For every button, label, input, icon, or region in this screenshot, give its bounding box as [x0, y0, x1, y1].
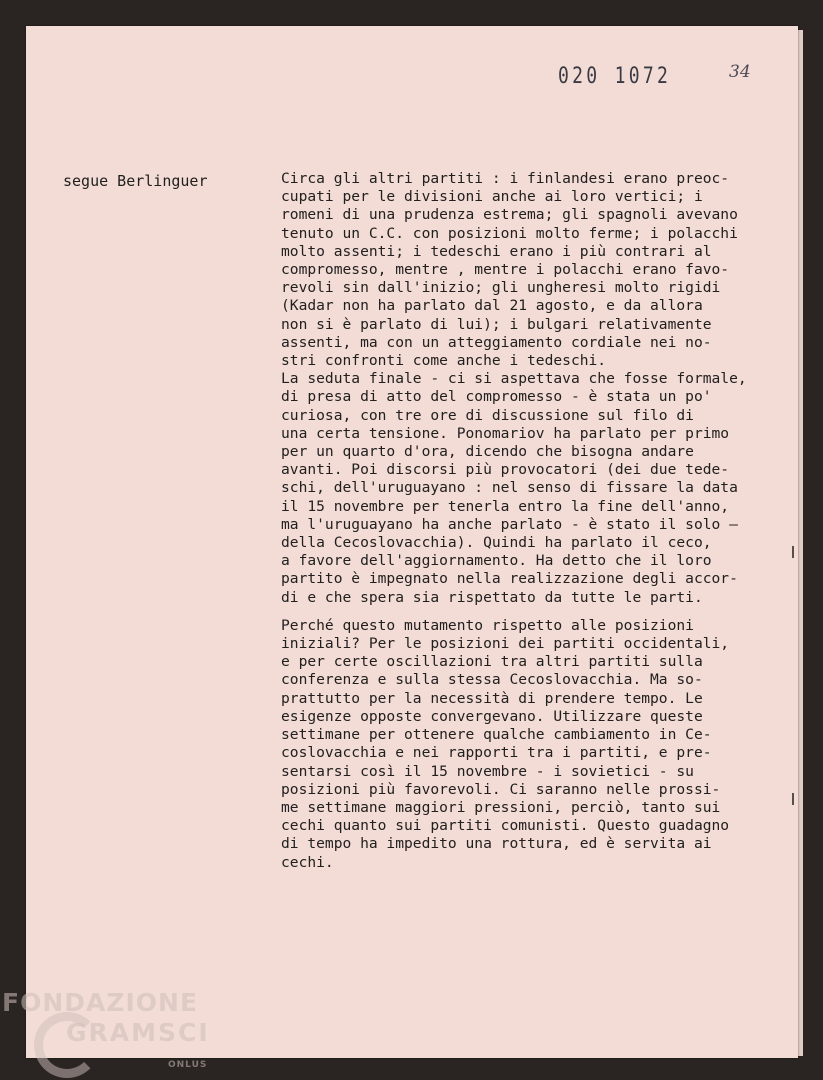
page-number: 34: [729, 62, 751, 82]
text-line: cechi.: [281, 853, 334, 871]
document-number: 020 1072: [558, 64, 672, 89]
speaker-label: segue Berlinguer: [63, 172, 208, 190]
text-line: una certa tensione. Ponomariov ha parlato per primo: [281, 424, 730, 442]
margin-mark: [792, 546, 794, 558]
paragraph-2: [281, 617, 781, 872]
text-line: esigenze opposte convergevano. Utilizzare queste: [281, 707, 703, 725]
text-line: revoli sin dall'inizio; gli ungheresi molto rigidi: [281, 279, 721, 297]
text-line: sentarsi così il 15 novembre - i sovietici - su: [281, 762, 694, 780]
text-line: il 15 novembre per tenerla entro la fine dell'anno,: [281, 497, 730, 515]
text-line: di tempo ha impedito una rottura, ed è servita ai: [281, 835, 712, 853]
text-line: curiosa, con tre ore di discussione sul filo di: [281, 406, 694, 424]
watermark-line-1: FONDAZIONE: [2, 988, 199, 1017]
text-line: assenti, ma con un atteggiamento cordiale nei no-: [281, 333, 712, 351]
watermark-line-2: GRAMSCI: [66, 1018, 210, 1047]
text-line: coslovacchia e nei rapporti tra i partiti, e pre-: [281, 744, 712, 762]
text-line: molto assenti; i tedeschi erano i più contrari al: [281, 242, 712, 260]
text-line: me settimane maggiori pressioni, perciò, tanto sui: [281, 798, 721, 816]
text-line: iniziali? Per le posizioni dei partiti occidentali,: [281, 635, 730, 653]
text-line: cupati per le divisioni anche ai loro vertici; i: [281, 188, 703, 206]
text-line: prattutto per la necessità di prendere tempo. Le: [281, 689, 703, 707]
text-line: cechi quanto sui partiti comunisti. Questo guadagno: [281, 817, 730, 835]
text-line: non si è parlato di lui); i bulgari relativamente: [281, 315, 712, 333]
text-line: della Cecoslovacchia). Quindi ha parlato il ceco,: [281, 534, 712, 552]
text-line: settimane per ottenere qualche cambiamento in Ce-: [281, 726, 712, 744]
text-line: posizioni più favorevoli. Ci saranno nelle prossi-: [281, 780, 721, 798]
text-line: stri confronti come anche i tedeschi.: [281, 352, 607, 370]
text-line: schi, dell'uruguayano : nel senso di fissare la data: [281, 479, 738, 497]
watermark-sub: ONLUS: [168, 1060, 208, 1070]
text-line: per un quarto d'ora, dicendo che bisogna andare: [281, 443, 694, 461]
text-line: di e che spera sia rispettato da tutte le parti.: [281, 588, 703, 606]
text-line: partito è impegnato nella realizzazione degli accor-: [281, 570, 738, 588]
text-line: conferenza e sulla stessa Cecoslovacchia. Ma so-: [281, 671, 703, 689]
text-line: ma l'uruguayano ha anche parlato - è stato il solo —: [281, 515, 738, 533]
paragraph-1: [281, 170, 781, 607]
text-line: Circa gli altri partiti : i finlandesi erano preoc-: [281, 170, 730, 187]
watermark: [2, 988, 210, 1070]
text-line: a favore dell'aggiornamento. Ha detto che il loro: [281, 552, 712, 570]
text-line: tenuto un C.C. con posizioni molto ferme; i polacchi: [281, 224, 738, 242]
document-body: [281, 170, 781, 872]
text-line: Perché questo mutamento rispetto alle posizioni: [281, 616, 694, 634]
text-line: avanti. Poi discorsi più provocatori (dei due tede-: [281, 461, 730, 479]
text-line: di presa di atto del compromesso - è stata un po': [281, 388, 712, 406]
text-line: compromesso, mentre , mentre i polacchi erano favo-: [281, 261, 730, 279]
text-line: romeni di una prudenza estrema; gli spagnoli avevano: [281, 206, 738, 224]
margin-mark: [792, 793, 794, 805]
text-line: La seduta finale - ci si aspettava che fosse formale,: [281, 370, 747, 388]
text-line: e per certe oscillazioni tra altri partiti sulla: [281, 653, 703, 671]
text-line: (Kadar non ha parlato dal 21 agosto, e da allora: [281, 297, 703, 315]
